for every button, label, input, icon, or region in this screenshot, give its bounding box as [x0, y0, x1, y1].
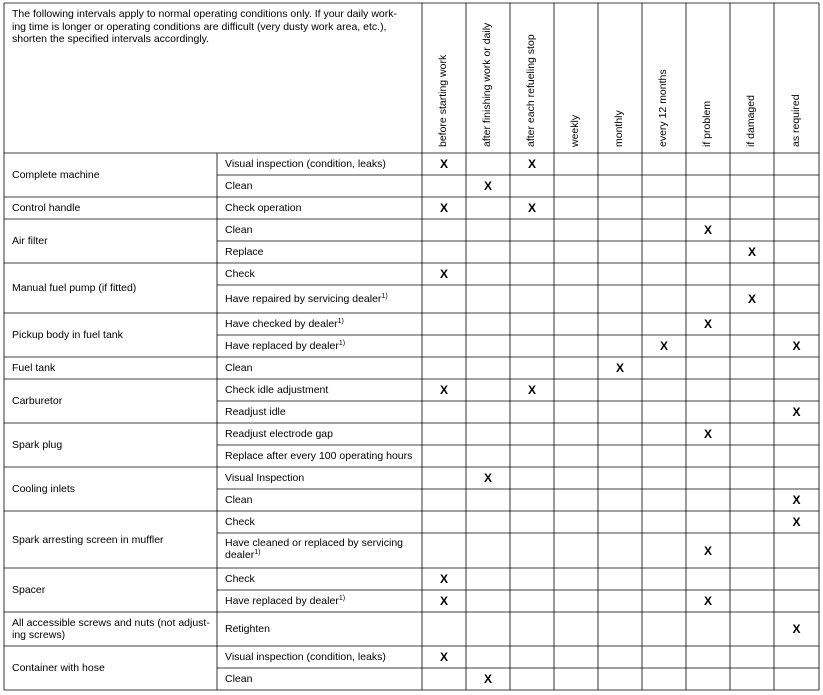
interval-mark: X [439, 650, 448, 664]
component-label: Complete machine [12, 169, 100, 181]
component-label: Spark plug [12, 439, 63, 451]
interval-mark: X [703, 594, 712, 608]
interval-mark: X [483, 471, 492, 485]
interval-mark: X [483, 672, 492, 686]
footnote-marker: 1) [338, 595, 346, 602]
interval-mark: X [439, 267, 448, 281]
interval-mark: X [527, 383, 536, 397]
component-label: Manual fuel pump (if fitted) [12, 282, 137, 294]
interval-mark: X [703, 223, 712, 237]
task-label: Clean [225, 362, 253, 374]
component-label: Cooling inlets [12, 483, 76, 495]
column-header: weekly [569, 114, 581, 147]
task-label: Replace after every 100 operating hours [225, 450, 413, 462]
component-label: Pickup body in fuel tank [12, 329, 123, 341]
task-label: Check [225, 516, 255, 528]
task-label: Visual inspection (condition, leaks) [225, 651, 386, 663]
column-header: before starting work [437, 54, 449, 147]
task-label: Check idle adjustment [225, 384, 329, 396]
component-label: Fuel tank [12, 362, 56, 374]
component-label: Control handle [12, 202, 81, 214]
task-label: Clean [225, 673, 253, 685]
component-label: Air filter [12, 235, 48, 247]
interval-mark: X [792, 515, 801, 529]
column-header: every 12 months [657, 69, 669, 147]
task-label: Have replaced by dealer$^{1)}$ [225, 595, 346, 607]
component-label: Container with hose [12, 662, 105, 674]
task-label: Retighten [225, 623, 270, 635]
interval-mark: X [792, 405, 801, 419]
footnote-marker: 1) [337, 318, 344, 325]
task-label: Clean [225, 494, 253, 506]
task-label: Visual inspection (condition, leaks) [225, 158, 386, 170]
task-label: Have replaced by dealer$^{1)}$ [225, 340, 346, 352]
interval-mark: X [439, 594, 448, 608]
task-label: Have cleaned or replaced by servicing dealer$^{1)}$ [225, 537, 404, 561]
task-label: Have checked by dealer$^{1)}$ [225, 318, 344, 330]
intro-text: The following intervals apply to normal operating conditions only. If your daily work- ing time is longer or operating conditions are difficult (very dusty work area, etc.), shorten the specified intervals accordingly. [12, 8, 397, 45]
interval-mark: X [615, 361, 624, 375]
interval-mark: X [792, 622, 801, 636]
task-label: Clean [225, 180, 253, 192]
task-label: Readjust electrode gap [225, 428, 333, 440]
task-label: Check [225, 573, 255, 585]
interval-mark: X [439, 157, 448, 171]
interval-mark: X [703, 427, 712, 441]
interval-mark: X [747, 245, 756, 259]
column-header: if damaged [745, 95, 757, 147]
footnote-marker: 1) [254, 549, 261, 556]
component-label: All accessible screws and nuts (not adjust- ing screws) [12, 617, 210, 641]
task-label: Visual Inspection [225, 472, 305, 484]
interval-mark: X [703, 543, 712, 558]
interval-mark: X [483, 179, 492, 193]
interval-mark: X [792, 493, 801, 507]
task-label: Have repaired by servicing dealer$^{1)}$ [225, 293, 388, 305]
interval-mark: X [527, 201, 536, 215]
component-label: Spark arresting screen in muffler [12, 533, 164, 546]
interval-mark: X [439, 201, 448, 215]
column-header: after finishing work or daily [481, 22, 493, 147]
interval-mark: X [439, 572, 448, 586]
task-label: Check [225, 268, 255, 280]
task-label: Replace [225, 246, 264, 258]
interval-mark: X [659, 339, 668, 353]
interval-mark: X [747, 292, 756, 306]
column-header: after each refueling stop [525, 34, 537, 147]
column-header: as required [789, 94, 802, 147]
component-label: Carburetor [12, 395, 63, 407]
task-label: Clean [225, 224, 253, 236]
footnote-marker: 1) [381, 293, 388, 300]
interval-mark: X [527, 157, 536, 171]
maintenance-schedule [4, 3, 819, 690]
footnote-marker: 1) [338, 340, 346, 347]
task-label: Check operation [225, 202, 302, 214]
column-header: monthly [613, 110, 625, 147]
task-label: Readjust idle [225, 406, 286, 418]
component-label: Spacer [12, 584, 46, 596]
interval-mark: X [703, 317, 712, 331]
column-header: if problem [701, 100, 713, 147]
interval-mark: X [439, 383, 448, 397]
interval-mark: X [792, 339, 801, 353]
